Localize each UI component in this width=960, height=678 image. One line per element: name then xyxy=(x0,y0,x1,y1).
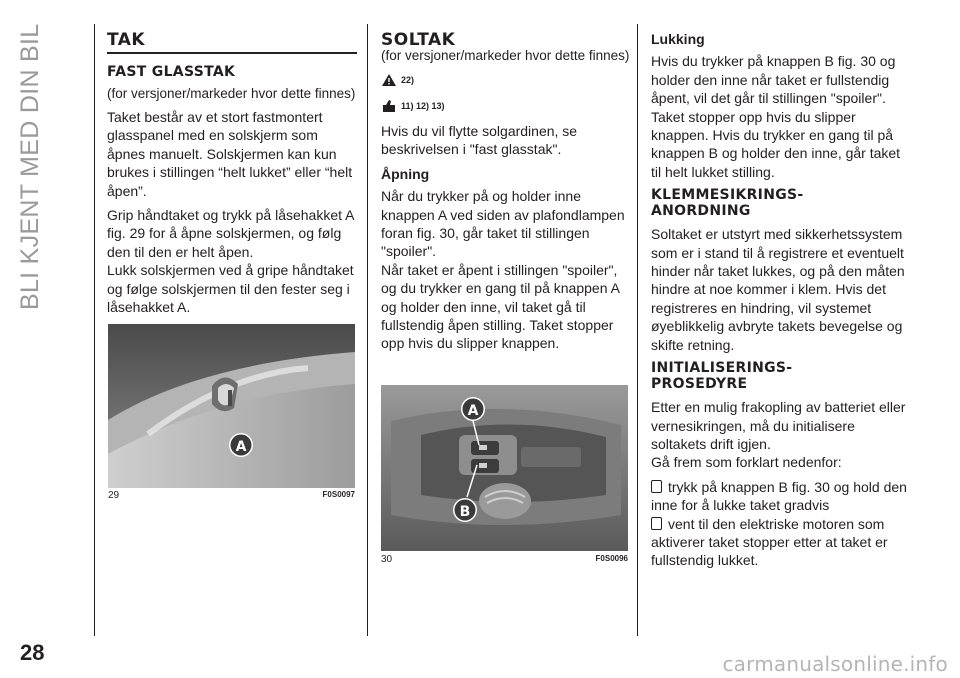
watermark: carmanualsonline.info xyxy=(722,652,948,676)
column-3 xyxy=(651,30,911,576)
warning-reference xyxy=(381,70,631,90)
note-reference-text: 11) 12) 13) xyxy=(401,100,445,111)
subheading-fast-glasstak: FAST GLASSTAK xyxy=(107,64,236,80)
roof-control-buttons-photo xyxy=(381,385,628,551)
checkbox-bullet-icon xyxy=(651,480,662,493)
callout-b: B xyxy=(459,504,471,520)
column-rule xyxy=(367,24,368,636)
paragraph: Hvis du trykker på knappen B fig. 30 og holder den inne når taket er fullstendig åpent, vil det går til stillingen "spoiler". Taket stopper opp hvis du slipper knappen. Hvis du trykker en gang til på knappen B og holder den inne, går taket til helt lukket stilling. xyxy=(651,53,901,180)
subheading-lukking: Lukking xyxy=(651,31,705,47)
figure-number: 29 xyxy=(108,490,120,501)
paragraph: Soltaket er utstyrt med sikkerhetssystem som er i stand til å registrere et eventuelt hinder når taket lukkes, og på den måten hindre at noe kommer i klem. Hvis det registreres en hindring, vil systemet øyeblikkelig avbryte takets bevegelse og skifte retning. xyxy=(651,226,905,353)
figure-number: 30 xyxy=(381,554,393,565)
warning-reference-text: 22) xyxy=(401,74,415,85)
paragraph: Hvis du vil flytte solgardinen, se beskrivelsen i "fast glasstak". xyxy=(381,123,578,158)
availability-note: (for versjoner/markeder hvor dette finnes) xyxy=(381,48,630,63)
page-number: 28 xyxy=(20,640,45,665)
figure-caption xyxy=(381,554,628,568)
callout-a: A xyxy=(235,439,247,455)
note-reference xyxy=(381,96,631,116)
subheading-apning: Åpning xyxy=(381,165,430,182)
figure-code: F0S0097 xyxy=(322,490,355,499)
warning-triangle-icon xyxy=(381,73,397,87)
bullet-text: vent til den elektriske motoren som aktiverer taket stopper etter at taket er fullstendig lukket. xyxy=(651,515,888,569)
column-rule xyxy=(94,24,95,636)
heading-initialisering: INITIALISERINGS- PROSEDYRE xyxy=(651,360,793,393)
section-heading-tak: TAK xyxy=(107,30,146,50)
availability-note: (for versjoner/markeder hvor dette finnes) xyxy=(107,86,356,101)
paragraph: Gå frem som forklart nedenfor: xyxy=(651,454,842,471)
heading-klemmesikring: KLEMMESIKRINGS- ANORDNING xyxy=(651,187,804,220)
column-1 xyxy=(107,30,357,322)
figure-30 xyxy=(381,385,628,568)
callout-a: A xyxy=(467,403,479,419)
bullet-item xyxy=(651,478,911,515)
paragraph: Når du trykker på og holder inne knappen A ved siden av plafondlampen foran fig. 30, går taket til stillingen "spoiler". xyxy=(381,188,625,260)
checkbox-bullet-icon xyxy=(651,517,662,530)
figure-caption xyxy=(108,490,355,504)
section-heading-soltak: SOLTAK xyxy=(381,30,456,50)
bullet-item xyxy=(651,515,911,570)
figure-29 xyxy=(108,324,355,504)
paragraph: Etter en mulig frakopling av batteriet eller vernesikringen, må du initialisere soltakets drift igjen. xyxy=(651,399,906,452)
figure-code: F0S0096 xyxy=(595,554,628,563)
side-section-title: BLI KJENT MED DIN BIL xyxy=(16,24,44,311)
column-rule xyxy=(637,24,638,636)
paragraph: Lukk solskjermen ved å gripe håndtaket og følge solskjermen til den fester seg i låsehakket A. xyxy=(107,262,354,316)
paragraph: Når taket er åpent i stillingen "spoiler", og du trykker en gang til på knappen A og holder den inne, vil taket gå til fullstendig åpen stilling. Taket stopper opp hvis du slipper knappen. xyxy=(381,261,620,352)
sunroof-shade-photo xyxy=(108,324,355,488)
column-2 xyxy=(381,30,631,359)
heading-rule xyxy=(107,52,357,54)
paragraph: Grip håndtaket og trykk på låsehakket A fig. 29 for å åpne solskjermen, og følg den til den er helt åpen. xyxy=(107,207,354,260)
bullet-text: trykk på knappen B fig. 30 og hold den inne for å lukke taket gradvis xyxy=(651,478,907,514)
paragraph: Taket består av et stort fastmontert glasspanel med en solskjerm som åpnes manuelt. Solskjermen kan kun brukes i stillingen “helt lukket” eller “helt åpen”. xyxy=(107,109,353,199)
note-hand-icon xyxy=(381,99,397,113)
